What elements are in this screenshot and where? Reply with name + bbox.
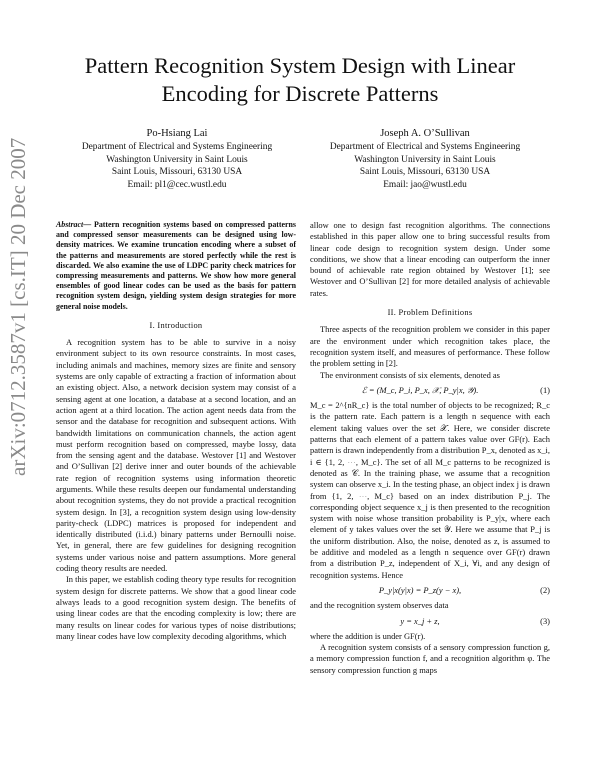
equation-1-number: (1)	[540, 384, 550, 395]
author-city: Saint Louis, Missouri, 63130 USA	[359, 167, 491, 178]
definitions-paragraph-3: M_c = 2^{nR_c} is the total number of objects to be recognized; R_c is the pattern rate. Each pattern is a length n sequence with each element taking values over the set 𝒳. Here, we consider discrete patterns that each element of a pattern takes value over GF(r). Each pattern is drawn independently from a distribution P_x, denoted as x_i, i ∈ {1, 2, ⋯, M_c}. The set of all M_c patterns to be recognized is denoted as 𝒞. In the training phase, we assume that a recognition system can observe x_i. In the testing phase, an object index j is drawn from {1, 2, ⋯, M_c} based on an index distribution P_j. The corresponding object sequence x_j is then presented to the recognition system with noise whose transition probability is P_y|x, where each element of y takes values over the set 𝒴. Here we assume that P_j is the uniform distribution. Also, the noise, denoted as z, is assumed to be additive and modeled as a length n sequence over GF(r) drawn from a distribution P_z, independent of X_i, ∀i, and any design of recognition systems. Hence	[310, 400, 550, 580]
title-line-2: Encoding for Discrete Patterns	[161, 81, 439, 106]
author-block-1	[62, 127, 292, 191]
arxiv-stamp: arXiv:0712.3587v1 [cs.IT] 20 Dec 2007	[6, 137, 30, 476]
section-heading-introduction: I. Introduction	[149, 320, 203, 330]
author-city: Saint Louis, Missouri, 63130 USA	[111, 167, 243, 178]
title-line-1: Pattern Recognition System Design with Linear	[84, 53, 516, 78]
author-dept: Department of Electrical and Systems Engineering	[81, 142, 273, 152]
definitions-paragraph-2: The environment consists of six elements, denoted as	[320, 369, 500, 380]
author-block-2	[310, 127, 540, 191]
author-email: Email: pl1@cec.wustl.edu	[127, 179, 227, 190]
section-heading-problem-definitions: II. Problem Definitions	[387, 308, 473, 318]
right-column	[310, 220, 550, 676]
equation-2	[310, 585, 550, 596]
equation-3	[310, 616, 550, 627]
paper-title	[50, 52, 550, 108]
definitions-paragraph-4: and the recognition system observes data	[310, 600, 449, 611]
abstract-label: Abstract	[56, 220, 84, 229]
intro-continuation: allow one to design fast recognition algorithms. The connections established in this paper allow one to bring successful results from linear code design to recognition system design. Under some conditions, we show that a linear encoding can outperform the inner bound of achievable rate region obtained by Westover [1]; see Westover and O’Sullivan [2] for more detailed analysis of achievable rates.	[310, 220, 550, 298]
author-univ: Washington University in Saint Louis	[354, 154, 496, 165]
abstract-text: — Pattern recognition systems based on compressed patterns and compressed sensor measurements can be designed using low-density matrices. We examine truncation encoding where a subset of the patterns and measurements are stored perfectly while the rest is discarded. We also examine the use of LDPC parity check matrices for compressing measurements and patterns. We show how more general ensembles of good linear codes can be used as the basis for pattern recognition system design, yielding system design strategies for more general noise models.	[56, 220, 296, 311]
equation-1-body: ℰ = (M_c, P_i, P_x, 𝒳, P_y|x, 𝒴).	[361, 384, 479, 395]
equation-3-body: y = x_j + z,	[400, 615, 440, 626]
abstract	[56, 220, 296, 312]
definitions-paragraph-6: A recognition system consists of a sensory compression function g, a memory compression function f, and a recognition algorithm φ. The sensory compression function g maps	[310, 642, 550, 675]
intro-paragraph-2: In this paper, we establish coding theory type results for recognition system design for discrete patterns. We show that a good linear code always leads to a good recognition system design. The benefits of using linear codes are that the encoding complexity is low; there are many results on linear codes for various types of noise distributions; many linear codes have low complexity decoding algorithms, which	[56, 574, 296, 641]
left-column	[56, 220, 296, 642]
equation-2-number: (2)	[540, 584, 550, 595]
author-name: Joseph A. O’Sullivan	[380, 128, 470, 139]
equation-1	[310, 385, 550, 396]
equation-3-number: (3)	[540, 615, 550, 626]
author-dept: Department of Electrical and Systems Engineering	[329, 142, 521, 152]
definitions-paragraph-5: where the addition is under GF(r).	[310, 630, 426, 641]
definitions-paragraph-1: Three aspects of the recognition problem we consider in this paper are the environment under which recognition takes place, the recognition system itself, and measures of performance. These follow the problem setting in [2].	[310, 324, 550, 369]
author-univ: Washington University in Saint Louis	[106, 154, 248, 165]
intro-paragraph-1: A recognition system has to be able to survive in a noisy environment subject to its own resource constraints. In most cases, including animals and machines, memory sizes are finite and sensory systems are only capable of extracting a fraction of information about an existing object. Also, a network decision system may consist of a sensing agent at one location, a database at a second location, and an action agent at a third location. The action agent needs data from the sensor and the database for recognition and subsequent actions. With bandwidth limitations on communication channels, the action agent must perform recognition based on compressed, maybe lossy, data from the sensing agent and the database. Westover [1] and Westover and O’Sullivan [2] derive inner and outer bounds of the achievable rate region of recognition systems using information theoretic arguments. While these results deepen our fundamental understanding about recognition systems, they do not provide a practical recognition system design. In [3], a recognition system design using low-density parity-check (LDPC) matrices is proposed for independent and identically distributed (i.i.d.) binary patterns under Bernoulli noise. Yet, in general, there are few guidelines for designing recognition systems under various noise and pattern assumptions. More general coding theory results are needed.	[56, 337, 296, 574]
equation-2-body: P_y|x(y|x) = P_z(y − x),	[378, 584, 462, 595]
author-name: Po-Hsiang Lai	[146, 128, 208, 139]
author-email: Email: jao@wustl.edu	[383, 179, 467, 190]
